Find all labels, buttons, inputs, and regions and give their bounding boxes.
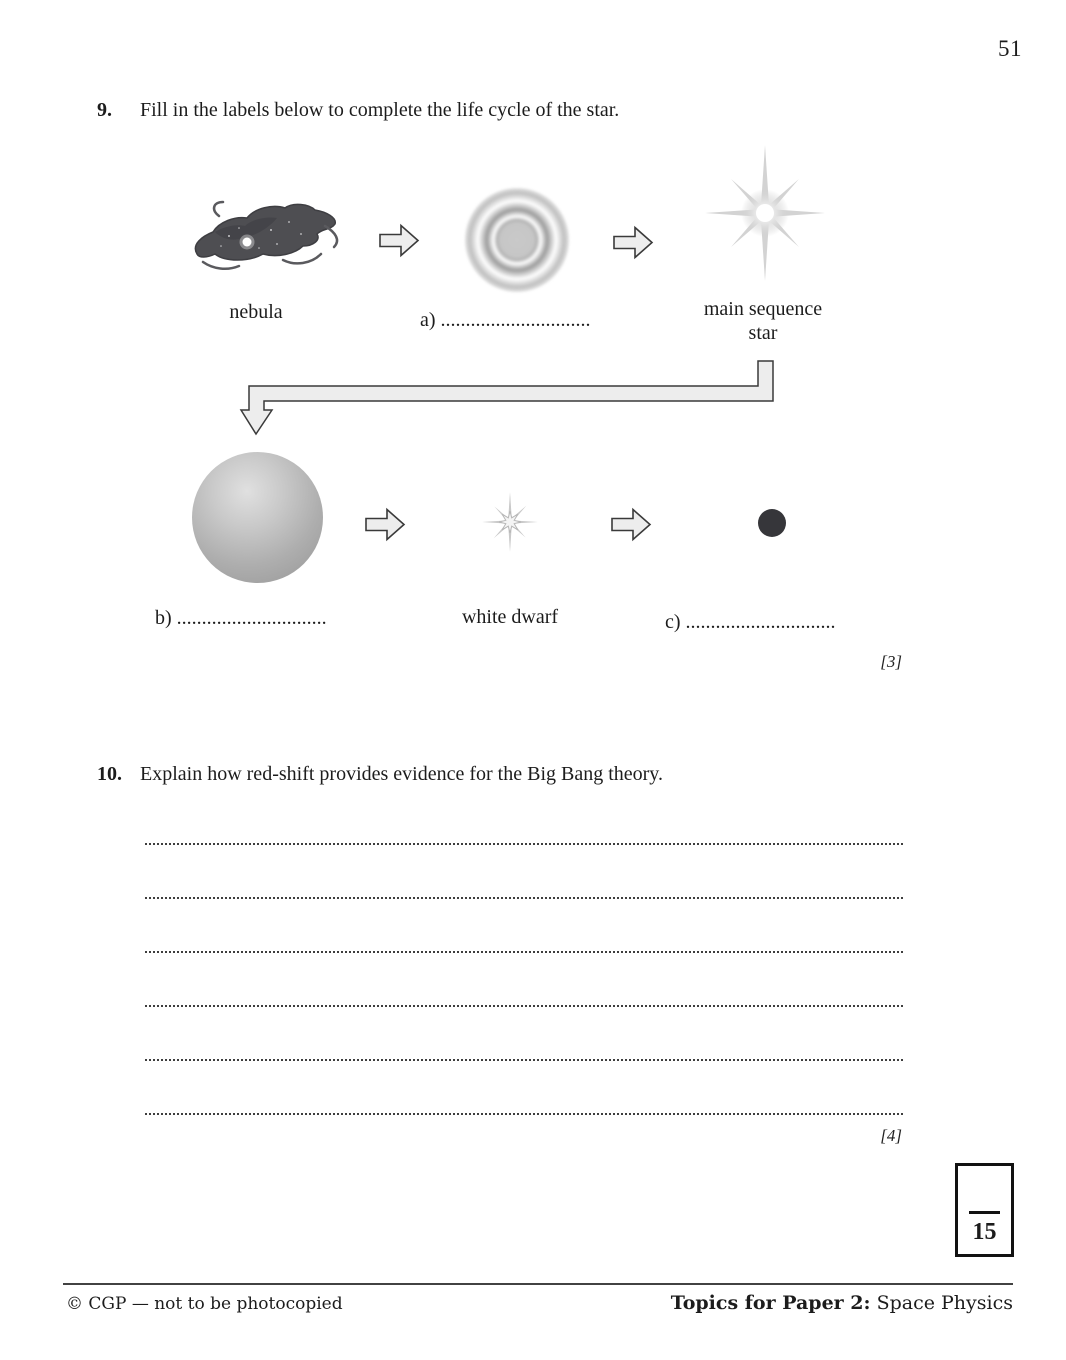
footer-topic-rest: Space Physics — [870, 1292, 1013, 1314]
nebula-image — [185, 192, 350, 292]
question-10-prompt: Explain how red-shift provides evidence for the Big Bang theory. — [140, 763, 664, 785]
label-c-blank: c) .............................. — [665, 611, 836, 633]
question-9-number: 9. — [97, 99, 112, 121]
arrow-right-icon — [612, 224, 654, 261]
footer-rule — [63, 1283, 1013, 1285]
white-dwarf-image — [480, 491, 540, 553]
answer-line — [145, 897, 903, 899]
black-dwarf-image — [758, 509, 786, 537]
question-9 — [97, 99, 619, 122]
arrow-right-icon — [364, 506, 406, 543]
footer-topic — [671, 1292, 1013, 1314]
footer-copyright: © CGP — not to be photocopied — [66, 1294, 343, 1314]
red-giant-image — [192, 452, 323, 583]
answer-line — [145, 1113, 903, 1115]
score-box-total: 15 — [972, 1219, 997, 1245]
question-10 — [97, 763, 663, 786]
flow-arrow-down-icon — [238, 358, 778, 438]
label-b-blank: b) .............................. — [155, 607, 327, 629]
score-box — [955, 1163, 1014, 1257]
score-box-line — [969, 1211, 1000, 1214]
answer-line — [145, 1059, 903, 1061]
answer-line — [145, 843, 903, 845]
label-white-dwarf: white dwarf — [461, 606, 559, 628]
question-9-prompt: Fill in the labels below to complete the life cycle of the star. — [140, 99, 620, 121]
arrow-right-icon — [610, 506, 652, 543]
question-10-number: 10. — [97, 763, 122, 785]
page-number: 51 — [998, 36, 1022, 61]
footer-topic-bold: Topics for Paper 2: — [670, 1292, 871, 1314]
main-sequence-star-image — [703, 143, 828, 283]
arrow-right-icon — [378, 222, 420, 259]
label-main-sequence-star: main sequence star — [703, 298, 823, 344]
label-a-blank: a) .............................. — [420, 309, 591, 331]
answer-line — [145, 1005, 903, 1007]
question-10-marks: [4] — [880, 1126, 902, 1145]
question-9-marks: [3] — [880, 652, 902, 671]
protostar-image — [465, 188, 569, 292]
answer-line — [145, 951, 903, 953]
label-nebula: nebula — [229, 301, 283, 323]
